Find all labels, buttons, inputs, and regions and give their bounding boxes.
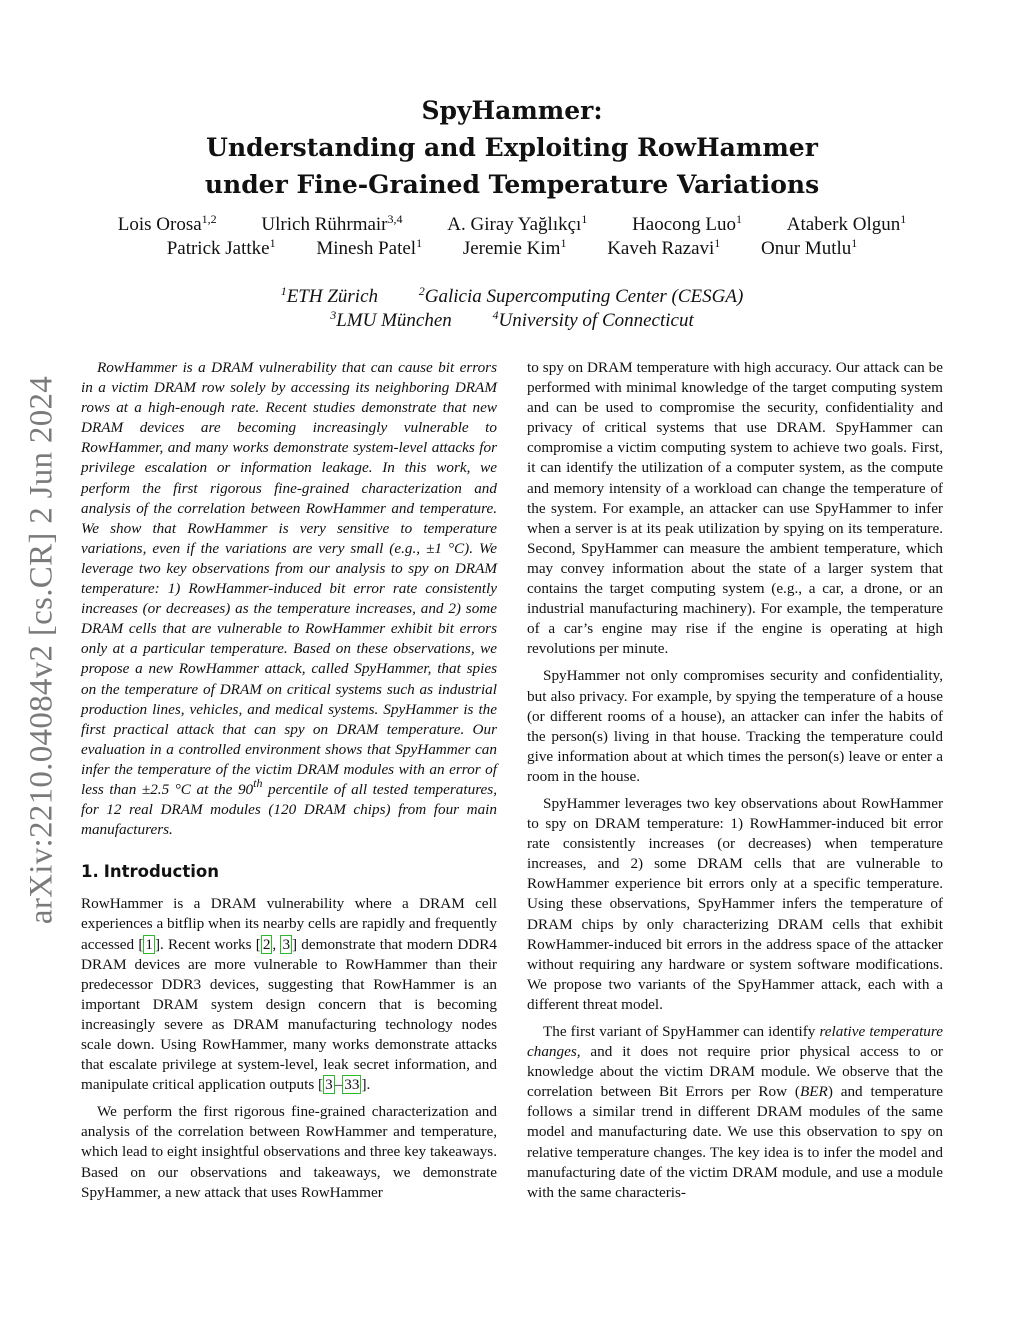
- affiliation: $^1$ETH Zürich: [280, 284, 379, 307]
- right-paragraph-4: The first variant of SpyHammer can identify relative temperature changes, and it does not require prior physical access to or knowledge about the victim DRAM module. We observe that the correlation between Bit Errors per Row (BER) and temperature follows a similar trend in different DRAM modules of the same model and manufacturing date. We use this observation to spy on relative temperature changes. The key idea is to infer the model and manufacturing date of the victim DRAM module, and use a module with the same characteris-: [527, 1023, 943, 1201]
- title-line-3: under Fine-Grained Temperature Variations: [204, 170, 820, 199]
- affiliation-row-2: [0, 310, 1024, 332]
- author: A. Giray Yağlıkçı$^1$: [447, 212, 588, 235]
- section-heading-introduction: 1. Introduction: [81, 862, 219, 882]
- author-row-1: [0, 214, 1024, 236]
- author: Ataberk Olgun$^1$: [786, 212, 907, 235]
- right-paragraph-2: SpyHammer not only compromises security and confidentiality, but also privacy. For example, by spying the temperature of a house (or different rooms of a house), an attacker can infer the habits of the person(s) living in that house. Tracking the temperature could give information about at which times the person(s) leave or enter a room in the house.: [527, 667, 943, 785]
- right-paragraph-3: SpyHammer leverages two key observations about RowHammer to spy on DRAM temperature: 1) RowHammer-induced bit error rate consistently increases (or decreases) when temperature increases, and 2) some DRAM cells that are vulnerable to RowHammer experience bit errors only at a specific temperature. Using these observations, SpyHammer infers the temperature of DRAM chips by only characterizing DRAM cells that exhibit RowHammer-induced bit errors in the address space of the attacker without requiring any hardware or system software modifications. We propose two variants of the SpyHammer attack, each with a different threat model.: [527, 794, 943, 1013]
- author: Onur Mutlu$^1$: [761, 236, 858, 259]
- intro-paragraph-2: We perform the first rigorous fine-grained characterization and analysis of the correlation between RowHammer and temperature, which lead to eight insightful observations and three key takeaways. Based on our observations and takeaways, we demonstrate SpyHammer, a new attack that uses RowHammer: [81, 1103, 497, 1201]
- affiliation-row-1: [0, 286, 1024, 308]
- paper-title: [0, 92, 1024, 203]
- affiliation: $^3$LMU München: [330, 308, 452, 331]
- title-line-1: SpyHammer:: [421, 96, 603, 125]
- affiliation: $^2$Galicia Supercomputing Center (CESGA): [418, 284, 744, 307]
- right-paragraph-1: to spy on DRAM temperature with high accuracy. Our attack can be performed with minimal knowledge of the target computing system and can be used to compromise the security, confidentiality and privacy of critical systems that use DRAM. SpyHammer can compromise a victim computing system to achieve two goals. First, it can identify the utilization of a computer system, as the compute and memory intensity of a workload can change the temperature of the system. For example, an attacker can use SpyHammer to infer when a server is at its peak utilization by spying on its temperature. Second, SpyHammer can measure the ambient temperature, which may convey information about the state of a larger system that contains the target computing system (e.g., a car, a drone, or an industrial manufacturing machinery). For example, the temperature of a car’s engine may rise if the engine is operating at high revolutions per minute.: [527, 359, 943, 658]
- title-line-2: Understanding and Exploiting RowHammer: [206, 133, 818, 162]
- left-column: [81, 358, 497, 1203]
- right-column: [527, 358, 943, 1203]
- intro-paragraph-1: RowHammer is a DRAM vulnerability where a DRAM cell experiences a bitflip when its nearby cells are rapidly and frequently accessed [ 1 ]. Recent works [ 2 , 3 ] demonstrate that modern DDR4 DRAM devices are more vulnerable to RowHammer than their predecessor DDR3 devices, suggesting that RowHammer is an important DRAM system design concern that is becoming increasingly severe as DRAM manufacturing technology nodes scale down. Using RowHammer, many works demonstrate attacks that escalate privilege at system-level, leak secret information, and manipulate critical application outputs [ 3 – 33 ].: [81, 895, 497, 1094]
- abstract: RowHammer is a DRAM vulnerability that can cause bit errors in a victim DRAM row solely by accessing its neighboring DRAM rows at a high-enough rate. Recent studies demonstrate that new DRAM devices are becoming increasingly vulnerable to RowHammer, and many works demonstrate system-level attacks for privilege escalation or information leakage. In this work, we perform the first rigorous fine-grained characterization and analysis of the correlation between RowHammer and temperature. We show that RowHammer is very sensitive to temperature variations, even if the variations are very small (e.g., ±1 °C). We leverage two key observations from our analysis to spy on DRAM temperature: 1) RowHammer-induced bit error rate consistently increases (or decreases) as the temperature increases, and 2) some DRAM cells that are vulnerable to RowHammer exhibit bit errors only at a particular temperature. Based on these observations, we propose a new RowHammer attack, called SpyHammer, that spies on the temperature of DRAM on critical systems such as industrial production lines, vehicles, and medical systems. SpyHammer is the first practical attack that can spy on DRAM temperature. Our evaluation in a controlled environment shows that SpyHammer can infer the temperature of the victim DRAM modules with an error of less than ±2.5 °C at the 90th percentile of all tested temperatures, for 12 real DRAM modules (120 DRAM chips) from four main manufacturers.: [81, 359, 497, 839]
- affiliation: $^4$University of Connecticut: [492, 308, 694, 331]
- author: Jeremie Kim$^1$: [462, 236, 567, 259]
- author: Ulrich Rührmair$^{3,4}$: [261, 212, 403, 235]
- citation-link[interactable]: 1: [145, 935, 153, 953]
- citation-link[interactable]: 3: [282, 935, 291, 953]
- author: Haocong Luo$^1$: [632, 212, 743, 235]
- author: Kaveh Razavi$^1$: [607, 236, 721, 259]
- citation-link[interactable]: 33: [344, 1076, 360, 1094]
- author: Lois Orosa$^{1,2}$: [117, 212, 217, 235]
- author: Minesh Patel$^1$: [316, 236, 423, 259]
- arxiv-stamp-text: arXiv:2210.04084v2 [cs.CR] 2 Jun 2024: [23, 375, 60, 925]
- author: Patrick Jattke$^1$: [166, 236, 276, 259]
- citation-link[interactable]: 3: [325, 1076, 333, 1094]
- citation-link[interactable]: 2: [262, 935, 271, 953]
- author-row-2: [0, 238, 1024, 260]
